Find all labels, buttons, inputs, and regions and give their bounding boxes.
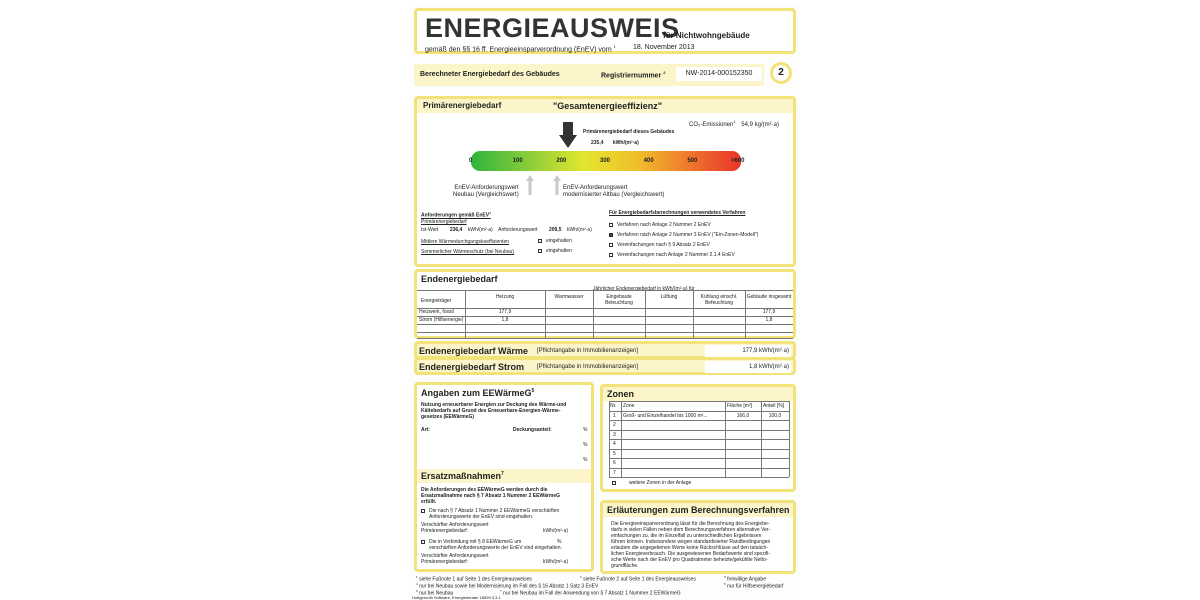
table-row [609,432,789,440]
ersatz-option2: Die in Verbindung mit § 8 EEWärmeG um verschärften Anforderungswerte der EnEV sind eingehalten. [429,539,562,551]
more-zones-checkbox[interactable] [612,481,616,485]
co2-emissions: CO₂-Emissionen$^1$ 54,9 kg/(m²·a) [689,119,779,128]
zones-box [600,384,796,492]
column-header: Nr. [610,403,617,409]
scale-tick-label: 200 [556,158,567,164]
primary-energy-box [414,96,796,267]
procedure-heading: Für Energiebedarfsberechnungen verwendetes Verfahren [609,210,746,216]
zone-area: 166,0 [736,412,750,419]
eew-percent: % [583,442,588,448]
scale-tick-label: 500 [687,158,698,164]
heat-summary-note: [Pflichtangabe in Immobilienanzeigen] [537,348,639,354]
table-row [609,413,789,421]
procedure-label: Vereinfachungen nach § 9 Absatz 2 EnEV [617,242,710,248]
ersatz-intro: Die Anforderungen des EEWärmeG werden durch die Ersatzmaßnahme nach § 7 Absatz 1 Nummer 2 EEWärmeG erfüllt. [421,487,561,505]
table-row [609,470,789,478]
page-number-badge: 2 [770,62,792,84]
procedure-label: Verfahren nach Anlage 2 Nummer 3 EnEV ("Ein-Zonen-Modell") [617,232,759,238]
column-header: Kühlung einschl. Befeuchtung [700,294,738,306]
footnote-2: $^2$ siehe Fußnote 2 auf Seite 1 des Energieausweises [580,575,696,583]
table-rule [417,332,793,333]
pointer-arrow-icon [559,122,577,148]
explanation-line: darfs in vielen Fällen neben dem Berechnungsverfahren alternative Ver- [611,527,771,533]
final-energy-box [414,269,796,339]
heating-value: 1,8 [501,317,509,323]
eew-percent: % [583,457,588,463]
zone-number: 7 [613,469,616,476]
explanation-line: erlauben die angegebenen Werte keine Rückschlüsse auf den tatsäch- [611,545,768,551]
energy-carrier: Strom (Hilfsenergie) [419,317,464,323]
scale-tick-label: 100 [512,158,523,164]
heating-value: 177,9 [498,309,512,315]
ersatz-percent: % [557,539,562,545]
ersatz-unit-2: kWh/(m²·a) [543,559,568,565]
footnote-4: $^4$ nur bei Neubau sowie bei Modernisierung im Fall des § 16 Absatz 1 Satz 3 EnEV [416,582,599,590]
table-rule [609,411,789,412]
ersatz-unit-1: kWh/(m²·a) [543,528,568,534]
requirements-sub: Primärenergiebedarf [421,219,467,225]
summer-status: eingehalten [546,248,572,254]
certificate-subtitle: für Nichtwohngebäude [663,31,750,40]
procedure-label: Vereinfachungen nach Anlage 2 Nummer 2.1.4 EnEV [617,252,735,258]
explanation-line: grundfläche. [611,563,639,569]
pointer-label: Primärenergiebedarf dieses Gebäudes [583,129,675,135]
zone-number: 5 [613,450,616,457]
scale-tick-label: 0 [469,158,473,164]
power-summary-note: [Pflichtangabe in Immobilienanzeigen] [537,364,639,370]
eew-box [414,382,594,572]
ref-new-label: EnEV-Anforderungswert Neubau (Vergleichswert) [453,185,519,198]
primary-title: Primärenergiebedarf [423,101,502,110]
column-header: Warmwasser [554,294,584,300]
transmission-status: eingehalten [546,238,572,244]
procedure-label: Verfahren nach Anlage 2 Nummer 2 EnEV [617,222,711,228]
power-summary-label: Endenergiebedarf Strom [419,362,525,372]
scale-tick-label: >600 [731,158,745,164]
power-summary-value: 1,8 kWh/(m²·a) [705,361,791,373]
zone-number: 6 [613,460,616,466]
procedure-checkbox[interactable] [609,243,613,247]
table-row [417,309,793,317]
table-row [609,451,789,459]
footnote-3: $^3$ freiwillige Angabe [724,575,766,583]
table-row [609,441,789,449]
explanation-line: sche Werte nach der EnEV pro Quadratmeter beheizte/gekühlte Nettо- [611,557,768,563]
column-header: Energieträger [421,298,452,304]
registration-number: NW-2014-000152350 [676,67,762,81]
column-header: Fläche [m²] [727,403,753,409]
scale-tick-label: 400 [643,158,654,164]
zones-title: Zonen [607,389,634,399]
column-header: Zone [623,403,635,409]
table-rule [609,401,789,402]
arrow-up-icon [553,175,561,195]
software-note: Hottgenroth Software, Energieberater 18599 3.3.1 [412,595,501,600]
transmission-row: Mittlere Wärmedurchgangskoeffizienten [421,239,510,245]
zone-share: 100,0 [768,412,782,419]
procedure-checkbox[interactable] [609,253,613,257]
zone-number: 3 [613,431,616,438]
explanation-line: einfachungen zu, die im Einzelfall zu unterschiedlichen Ergebnissen [611,533,762,539]
zone-number: 1 [613,412,616,419]
column-header: Anteil [%] [763,403,785,409]
table-rule [417,290,793,291]
explanation-text [611,521,770,569]
pointer-value: 235,4 kWh/(m²·a) [591,140,639,146]
table-row [417,317,793,325]
summer-checkbox[interactable] [538,249,542,253]
heat-summary-label: Endenergiebedarf Wärme [419,346,529,356]
certificate-title: ENERGIEAUSWEIS [425,13,680,43]
energy-certificate-page [410,4,800,600]
zone-number: 4 [613,441,616,447]
final-energy-table [417,290,793,338]
ersatz-option1: Die nach § 7 Absatz 1 Nummer 2 EEWärmeG verschärften Anforderungswerte der EnEV sind eingehalten. [429,508,560,520]
column-header: Gebäude insgesamt [746,294,792,300]
arrow-up-icon [526,175,534,195]
explanation-box [600,500,796,574]
zones-table [609,401,789,477]
header-box [414,8,796,54]
explanation-line: lichen Energieverbrauch. Die ausgewiesenen Bedarfswerte sind spezifi- [611,551,770,557]
ersatz-option2-checkbox[interactable] [421,540,425,544]
total-value: 1,8 [765,317,773,323]
column-header: Eingebaute Beleuchtung [605,294,633,306]
ersatz-req-2: Verschärfter Anforderungswert Primärenergiebedarf: [421,553,489,565]
eew-coverage-label: Deckungsanteil: [513,427,552,433]
footnote-5: $^5$ nur für Hilfsenergiebedarf [724,582,784,590]
footnote-7: $^7$ nur bei Neubau im Fall der Anwendung von § 7 Absatz 1 Nummer 2 EEWärmeG [500,589,681,597]
footnote-6: $^6$ nur bei Neubau [416,589,454,597]
transmission-checkbox[interactable] [538,239,542,243]
power-summary-box [414,357,796,375]
procedure-checkbox[interactable] [609,233,613,237]
ref-old-label: EnEV-Anforderungswert modernisierter Altbau (Vergleichswert) [563,185,665,198]
energy-carrier: Heizwerk, fossil [419,309,454,315]
explanation-title: Erläuterungen zum Berechnungsverfahren [607,505,790,515]
column-header: Lüftung [660,294,678,300]
procedure-checkbox[interactable] [609,223,613,227]
total-value: 177,9 [762,309,776,315]
table-rule [789,401,790,477]
column-header: Heizung [495,294,515,300]
eew-description: Nutzung erneuerbarer Energien zur Deckung des Wärme-und Kältebedarfs auf Grund des Erneuerbare-Energien-Wärme- gesetzes (EEWärmeG) [421,402,567,420]
regulation-text: gemäß den §§ 16 ff. Energieeinsparverordnung (EnEV) vom $^1$ [425,44,616,54]
requirements-heading: Anforderungen gemäß EnEV$^4$ [421,211,491,219]
ist-value-row: Ist-Wert 236,4 kWh/(m²·a) Anforderungswert 209,5 kWh/(m²·a) [421,227,592,233]
zone-name: Groß- und Einzelhandel bis 1000 m²... [623,412,708,419]
summer-row: Sommerlicher Wärmeschutz (bei Neubau) [421,249,515,255]
page-bar [414,64,764,86]
ersatz-req-1: Verschärfter Anforderungswert Primärenergiebedarf: [421,522,489,534]
table-row [609,460,789,468]
primary-headline: "Gesamtenergieeffizienz" [553,101,663,111]
annual-header: Jährlicher Endenergiebedarf in kWh/(m²·a) für [593,286,695,292]
regulation-date: 18. November 2013 [633,44,695,51]
table-row [609,422,789,430]
final-energy-title: Endenergiebedarf [421,274,498,284]
zone-number: 2 [613,422,616,428]
table-rule [417,338,793,339]
eew-title: Angaben zum EEWärmeG$^5$ [421,388,535,398]
footnote-1: $^1$ siehe Fußnote 1 auf Seite 1 des Energieausweises [416,575,532,583]
explanation-line: Die Energieeinsparverordnung lässt für die Berechnung des Energiebe- [611,521,770,527]
eew-art-label: Art: [421,427,430,433]
eew-percent: % [583,427,588,433]
scale-tick-label: 300 [600,158,611,164]
registration-label: Registriernummer $^2$ [601,70,666,80]
heat-summary-value: 177,9 kWh/(m²·a) [705,345,791,357]
more-zones-label: weitere Zonen in der Anlage [629,480,692,486]
page-bar-label: Berechneter Energiebedarf des Gebäudes [420,71,560,78]
ersatz-option1-checkbox[interactable] [421,509,425,513]
ersatz-title: Ersatzmaßnahmen$^7$ [421,471,504,481]
explanation-line: führen können. Insbesondere wegen standardisierter Randbedingungen [611,539,771,545]
